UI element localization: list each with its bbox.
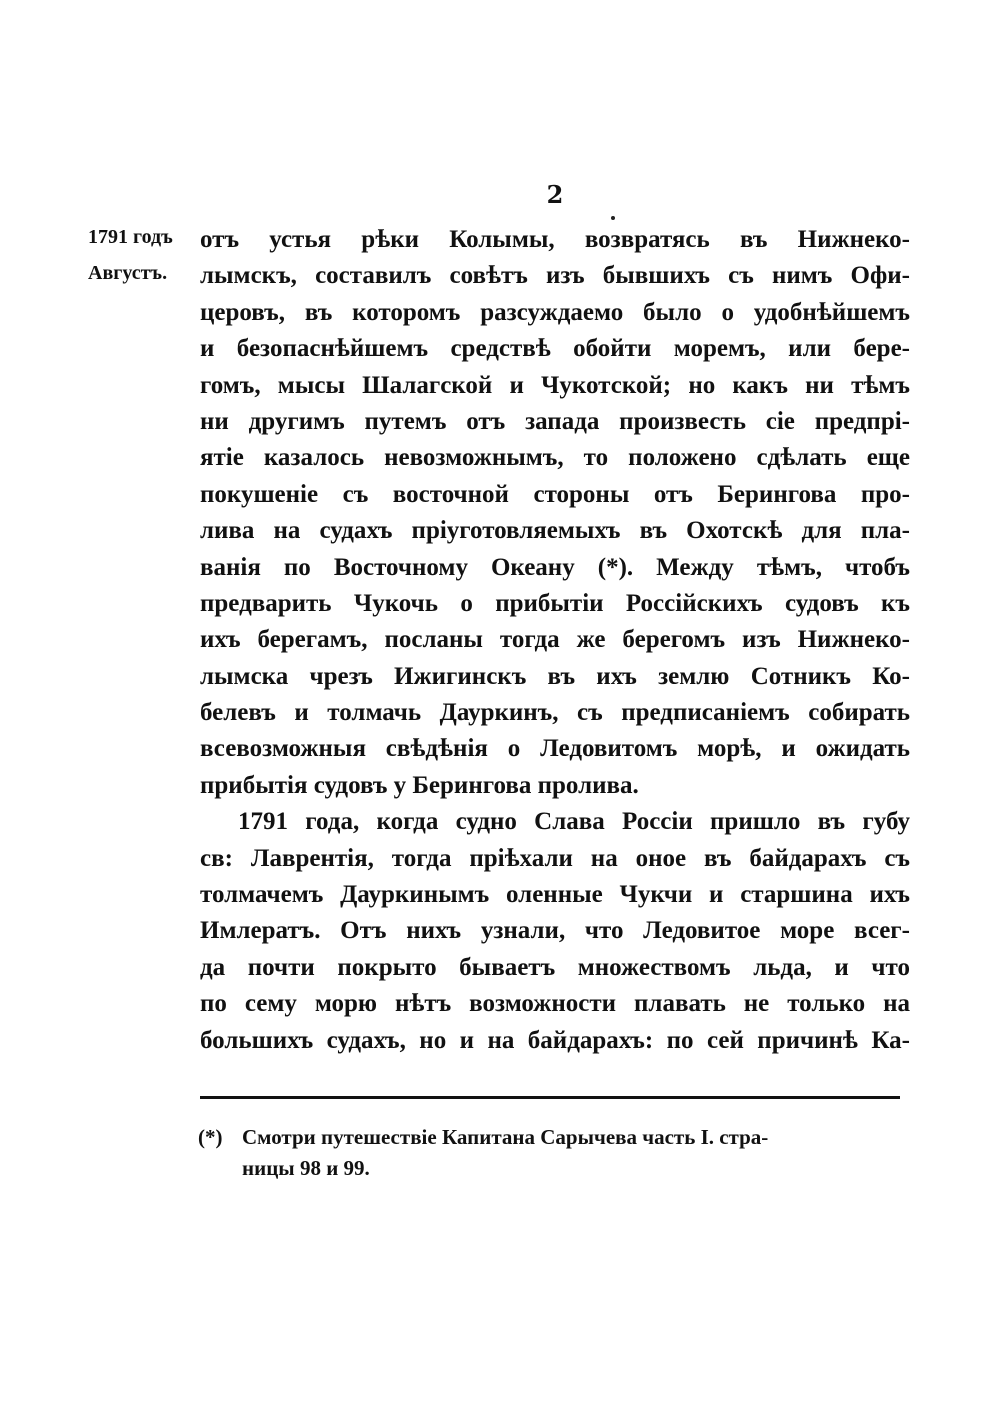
main-text <box>200 222 910 1059</box>
text-line: отъ устья рѣки Колымы, возвратясь въ Нижнеко- <box>200 226 910 253</box>
print-dot <box>611 216 615 220</box>
text-line: по сему морю нѣтъ возможности плавать не только на <box>200 990 910 1018</box>
text-line: всевозможныя свѣдѣнія о Ледовитомъ морѣ, и ожидать <box>200 735 910 763</box>
margin-note-year: 1791 годъ <box>88 226 173 248</box>
text-line: большихъ судахъ, но и на байдарахъ: по сей причинѣ Ка- <box>200 1026 910 1054</box>
text-line: покушеніе съ восточной стороны отъ Берингова про- <box>200 480 910 508</box>
text-line: лива на судахъ пріуготовляемыхъ въ Охотскѣ для пла- <box>200 517 910 545</box>
footnote-line-2: ницы 98 и 99. <box>242 1156 370 1180</box>
footnote-marker: (*) <box>198 1125 223 1149</box>
text-line: белевъ и толмачь Дауркинъ, съ предписаніемъ собирать <box>200 699 910 727</box>
page-number: 2 <box>546 180 564 209</box>
text-line: лымска чрезъ Ижигинскъ въ ихъ землю Сотникъ Ко- <box>200 662 910 690</box>
text-line: прибытія судовъ у Берингова пролива. <box>200 771 639 799</box>
text-line: предварить Чукочь о прибытіи Россійскихъ судовъ къ <box>200 589 910 617</box>
footnote-divider <box>200 1096 900 1099</box>
text-line: лымскъ, составилъ совѣтъ изъ бывшихъ съ нимъ Офи- <box>200 262 910 290</box>
footnote-line-1 <box>198 1122 902 1153</box>
text-line: гомъ, мысы Шалагской и Чукотской; но какъ ни тѣмъ <box>200 371 910 399</box>
text-line: ихъ берегамъ, посланы тогда же берегомъ изъ Нижнеко- <box>200 626 910 654</box>
text-line: ванія по Восточному Океану (*). Между тѣмъ, чтобъ <box>200 553 910 581</box>
text-line: и безопаснѣйшемъ средствѣ обойти моремъ, или бере- <box>200 335 910 363</box>
text-line: да почти покрыто бываетъ множествомъ льда, и что <box>200 953 910 981</box>
paragraph-2 <box>200 804 910 1059</box>
text-line: 1791 года, когда судно Слава Россіи пришло въ губу <box>238 808 910 836</box>
text-line: церовъ, въ которомъ разсуждаемо было о удобнѣйшемъ <box>200 298 910 326</box>
text-line: Имлератъ. Отъ нихъ узнали, что Ледовитое море всег- <box>200 917 910 945</box>
text-line: толмачемъ Дауркинымъ оленные Чукчи и старшина ихъ <box>200 881 910 909</box>
text-line: ятіе казалось невозможнымъ, то положено сдѣлать еще <box>200 444 910 472</box>
text-line: ни другимъ путемъ отъ запада произвесть сіе предпрі- <box>200 407 910 435</box>
paragraph-1 <box>200 222 910 804</box>
footnote <box>198 1122 902 1184</box>
margin-note-month: Августъ. <box>88 262 168 284</box>
footnote-text-1: Смотри путешествіе Капитана Сарычева часть I. стра- <box>242 1125 769 1149</box>
text-line: св: Лаврентія, тогда пріѣхали на оное въ байдарахъ съ <box>200 844 910 872</box>
